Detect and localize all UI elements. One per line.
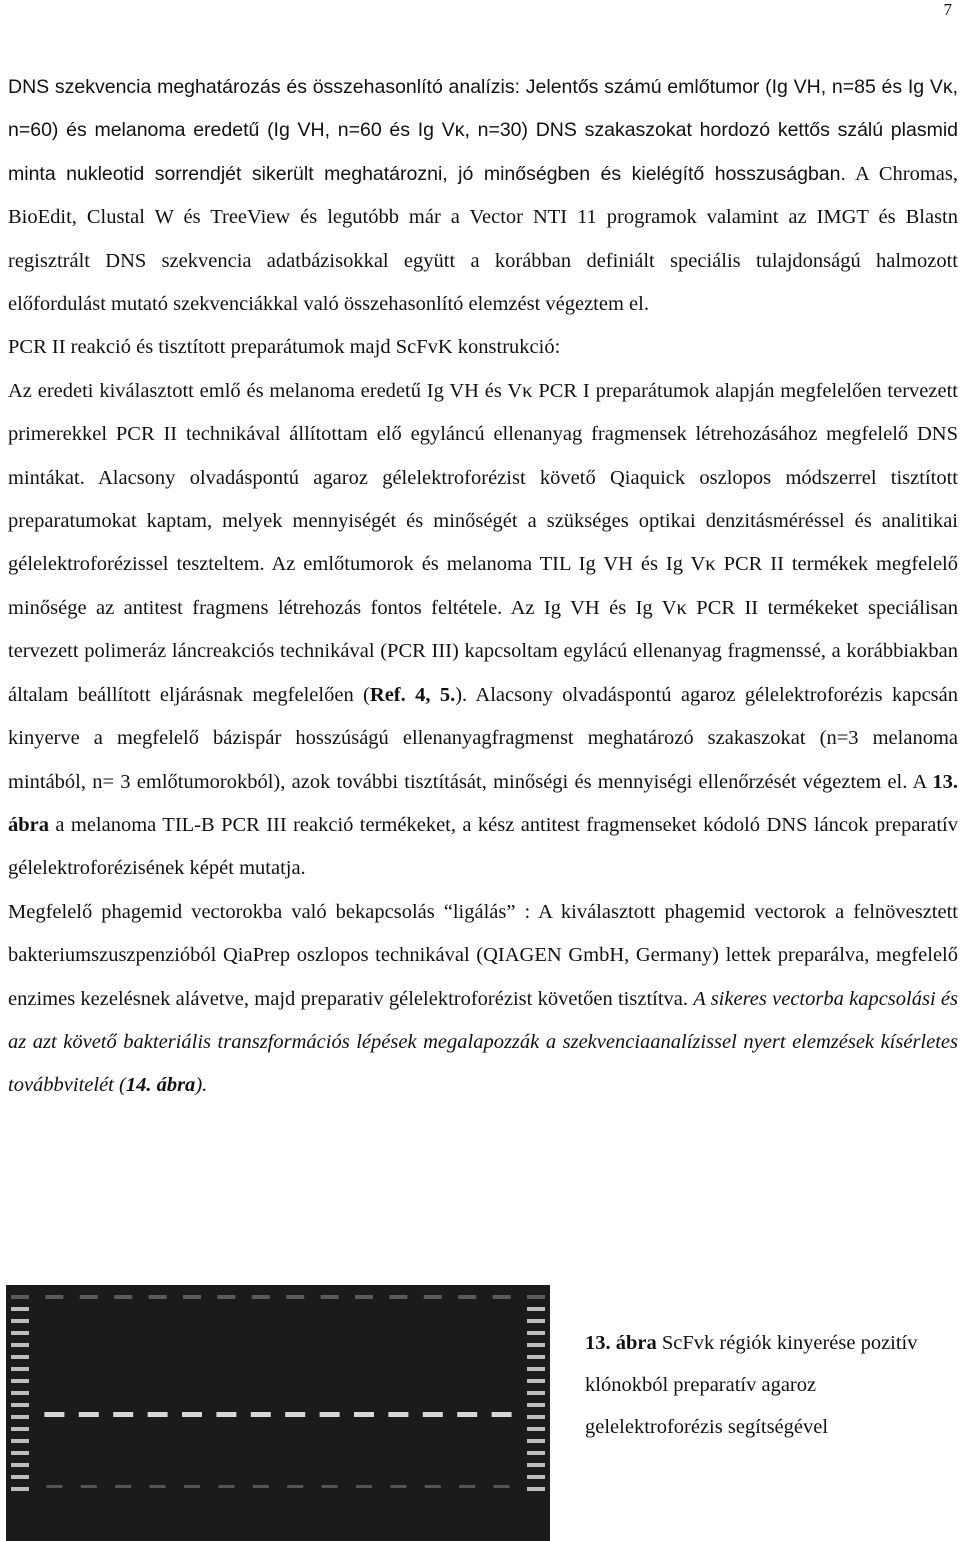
faint-band [253, 1485, 269, 1488]
gel-well [45, 1295, 63, 1299]
faint-band [184, 1485, 200, 1488]
ladder-band [11, 1367, 29, 1371]
ladder-band [11, 1331, 29, 1335]
ladder-band [527, 1427, 545, 1431]
figure-reference-number: 13. [932, 770, 958, 793]
ladder-band [11, 1439, 29, 1443]
section-heading-sequencing: DNS szekvencia meghatározás és összehasonlító analízis: [8, 76, 521, 98]
ladder-band [527, 1439, 545, 1443]
ladder-band [11, 1415, 29, 1419]
faint-band [287, 1485, 303, 1488]
gel-well [389, 1295, 407, 1299]
sample-band [320, 1412, 340, 1417]
ladder-band [527, 1475, 545, 1479]
ladder-band [527, 1415, 545, 1419]
paragraph-text: a melanoma TIL-B PCR III reakció termékeket, a kész antitest fragmenseket kódoló DNS láncok preparatív gélelektroforézisének képét mutatja. [8, 813, 958, 880]
paragraph-text: ). Alacsony olvadáspontú agaroz gélelektroforézis kapcsán kinyerve a megfelelő bázispár hosszúságú ellenanyagfragmenst meghatározó szakaszokat (n=3 melanoma mintából, n= 3 emlőtumorokból), azok további tisztítását, minőségi és mennyiségi ellenőrzését végeztem el. A [8, 683, 958, 793]
faint-band [322, 1485, 338, 1488]
paragraph-pcr [8, 326, 958, 890]
faint-band [46, 1485, 62, 1488]
ladder-band [11, 1391, 29, 1395]
ladder-band [527, 1451, 545, 1455]
sample-band [216, 1412, 236, 1417]
ladder-band [527, 1331, 545, 1335]
sample-band [44, 1412, 64, 1417]
faint-band [218, 1485, 234, 1488]
ladder-band [11, 1343, 29, 1347]
faint-band [390, 1485, 406, 1488]
gel-well [321, 1295, 339, 1299]
ladder-band [11, 1463, 29, 1467]
paragraph-ligation [8, 891, 958, 1108]
sample-band [492, 1412, 512, 1417]
ladder-band [527, 1463, 545, 1467]
caption-label: 13. ábra [585, 1332, 657, 1354]
sample-band [388, 1412, 408, 1417]
gel-well [149, 1295, 167, 1299]
ladder-band [527, 1343, 545, 1347]
figure-caption [585, 1322, 955, 1448]
sample-band [182, 1412, 202, 1417]
faint-band [81, 1485, 97, 1488]
paragraph-text: Jelentős számú emlőtumor (Ig VH, n=85 és Ig Vκ, n=60) és melanoma eredetű (Ig VH, n=60 és Ig Vκ, n=30) DNS szakaszokat hordozó kettős szálú plasmid minta nukleotid sorrendjét sikerült meghatározni, jó minőségben és kielégítő hosszuságban. [8, 76, 958, 185]
paragraph-text: Az eredeti kiválasztott emlő és melanoma eredetű Ig VH és Vκ PCR I preparátumok alapján megfelelően tervezett primerekkel PCR II technikával állítottam elő egyláncú ellenanyag fragmensek létrehozásához megfelelő DNS mintákat. Alacsony olvadáspontú agaroz gélelektroforézist követő Qiaquick oszlopos módszerrel tisztított preparatumokat kaptam, melyek mennyiségét és minőségét a szükséges optikai denzitásméréssel és analitikai gélelektroforézissel teszteltem. Az emlőtumorok és melanoma TIL Ig VH és Ig Vκ PCR II termékek megfelelő minősége az antitest fragmens létrehozás fontos feltétele. Az Ig VH és Ig Vκ PCR II termékeket speciálisan tervezett polimeráz láncreakciós technikával (PCR III) kapcsoltam egylácú ellenanyag fragmenssé, a korábbiakban általam beállított eljárásnak megfelelően ( [8, 379, 958, 706]
faint-band [425, 1485, 441, 1488]
ladder-band [527, 1379, 545, 1383]
faint-band [150, 1485, 166, 1488]
gel-well [424, 1295, 442, 1299]
ladder-band [11, 1307, 29, 1311]
ladder-band [527, 1319, 545, 1323]
ladder-band [11, 1475, 29, 1479]
sample-band [148, 1412, 168, 1417]
gel-well [355, 1295, 373, 1299]
gel-well [183, 1295, 201, 1299]
gel-electrophoresis-image [6, 1285, 550, 1541]
ladder-band [527, 1367, 545, 1371]
page-number: 7 [943, 0, 952, 19]
gel-well [493, 1295, 511, 1299]
gel-svg [6, 1285, 550, 1541]
ladder-band [11, 1451, 29, 1455]
faint-band [459, 1485, 475, 1488]
ladder-band [11, 1379, 29, 1383]
sample-band [423, 1412, 443, 1417]
gel-well [11, 1295, 29, 1299]
sample-band [79, 1412, 99, 1417]
paragraph-sequencing [8, 66, 958, 326]
ladder-band [11, 1487, 29, 1491]
caption-text: ScFvk régiók kinyerése pozitív klónokból preparatív agaroz gelelektroforézis segítségével [585, 1332, 918, 1438]
gel-well [252, 1295, 270, 1299]
section-heading-pcr: PCR II reakció és tisztított preparátumok majd ScFvK konstrukció: [8, 336, 561, 359]
body-text [8, 66, 958, 1108]
sample-band [354, 1412, 374, 1417]
faint-band [115, 1485, 131, 1488]
italic-text-end: ). [195, 1074, 208, 1097]
faint-band [356, 1485, 372, 1488]
ladder-band [527, 1487, 545, 1491]
ladder-band [11, 1403, 29, 1407]
sample-band [113, 1412, 133, 1417]
ladder-band [11, 1319, 29, 1323]
sample-band [251, 1412, 271, 1417]
ladder-band [527, 1355, 545, 1359]
ladder-band [11, 1355, 29, 1359]
paragraph-text: A Chromas, BioEdit, Clustal W és TreeView és legutóbb már a Vector NTI 11 programok valamint az IMGT és Blastn regisztrált DNS szekvencia adatbázisokkal együtt a korábban definiált speciális tulajdonságú halmozott előfordulást mutató szekvenciákkal való összehasonlító elemzést végeztem el. [8, 162, 958, 316]
ladder-band [527, 1307, 545, 1311]
italic-text: A sikeres vectorba kapcsolási és az azt követő bakteriális transzformációs lépések megalapozzák a szekvenciaanalízissel nyert elemzések kísérletes továbbvitelét ( [8, 987, 958, 1097]
figure-reference-word: ábra [8, 813, 49, 836]
gel-well [217, 1295, 235, 1299]
ladder-band [527, 1403, 545, 1407]
gel-well [80, 1295, 98, 1299]
gel-well [286, 1295, 304, 1299]
section-heading-ligation: Megfelelő phagemid vectorokba való bekapcsolás “ligálás” : [8, 900, 531, 923]
ladder-band [11, 1427, 29, 1431]
paragraph-text: A kiválasztott phagemid vectorok a felnövesztett bakteriumszuszpenzióból QiaPrep oszlopos technikával (QIAGEN GmbH, Germany) lettek preparálva, megfelelő enzimes kezelésnek alávetve, majd preparativ gélelektroforézist követően tisztítva. [8, 900, 958, 1010]
figure-reference: 14. ábra [125, 1074, 196, 1097]
gel-well [458, 1295, 476, 1299]
gel-well [527, 1295, 545, 1299]
sample-band [285, 1412, 305, 1417]
sample-band [457, 1412, 477, 1417]
faint-band [494, 1485, 510, 1488]
ladder-band [527, 1391, 545, 1395]
gel-well [114, 1295, 132, 1299]
reference: Ref. 4, 5. [369, 683, 456, 706]
